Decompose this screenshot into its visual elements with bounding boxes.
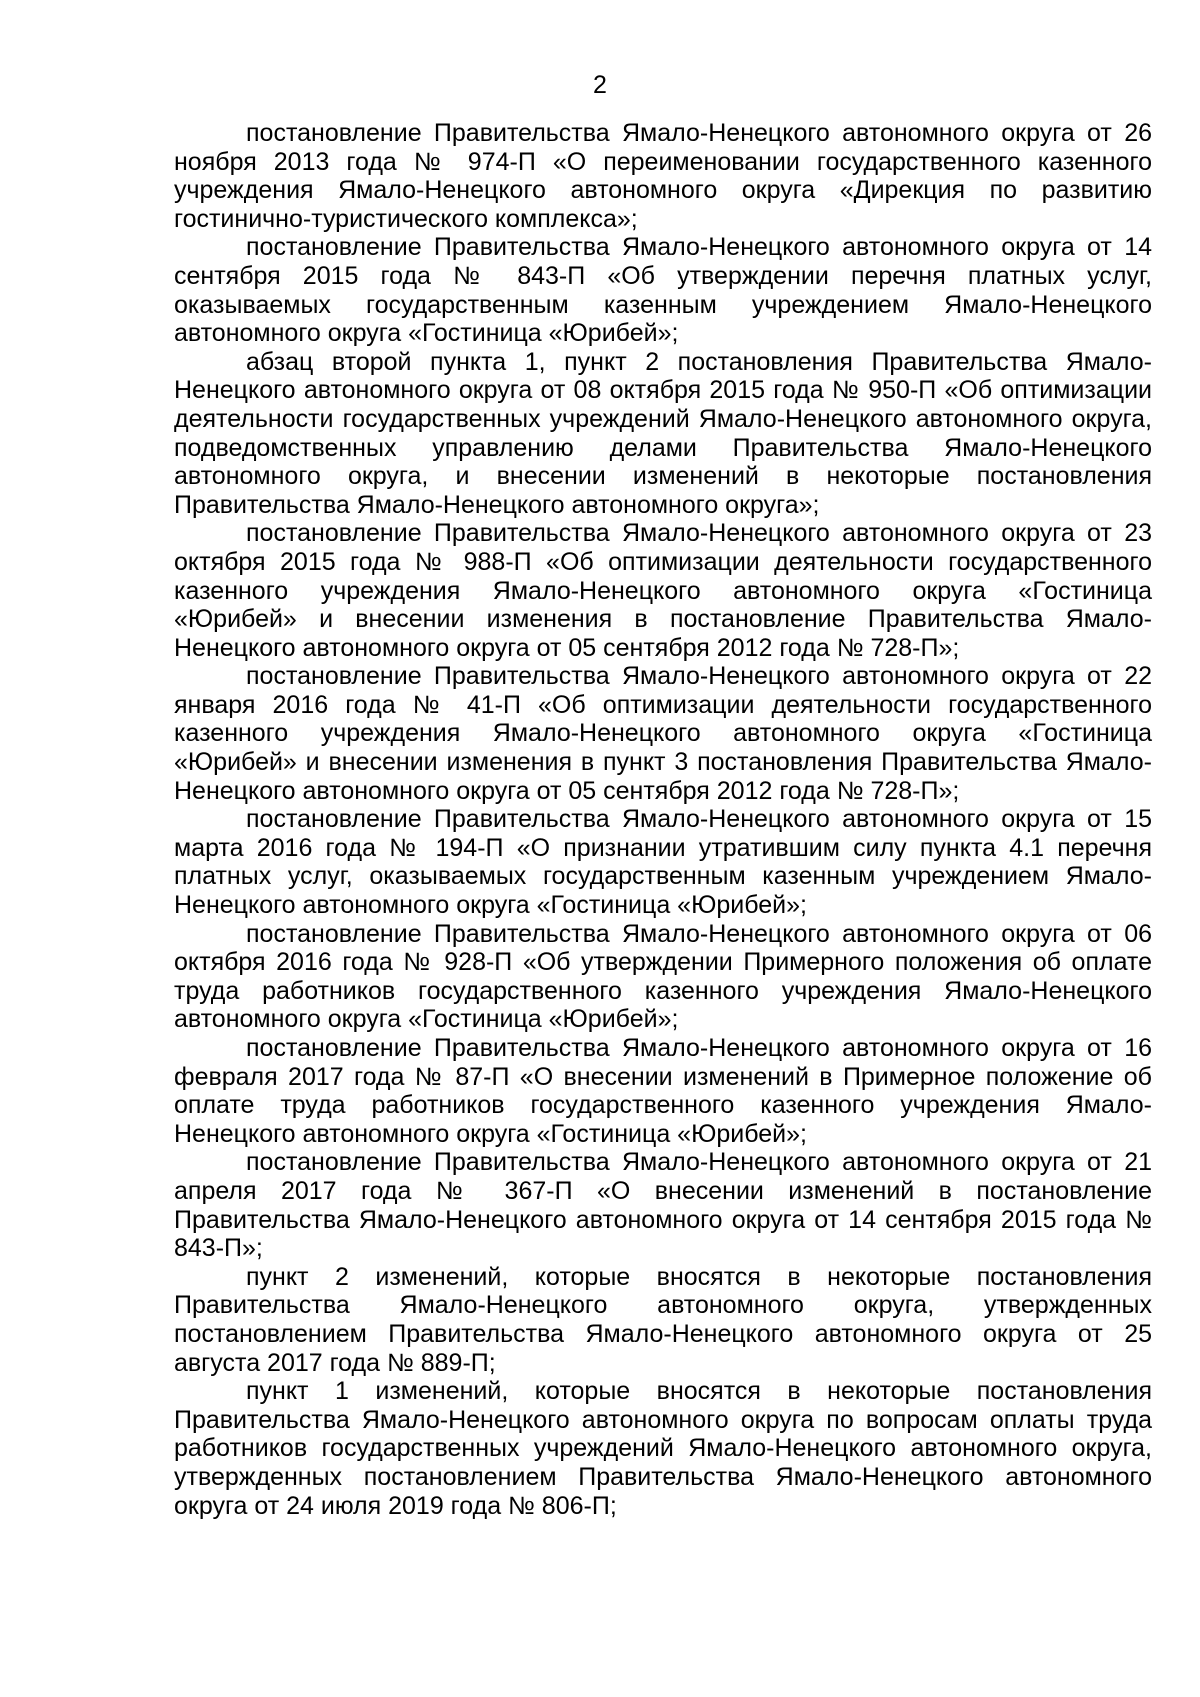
paragraph-7: постановление Правительства Ямало-Ненецкого автономного округа от 06 октября 2016 года № 928-П «Об утверждении Примерного положения об оплате труда работников государственного казенного учреждения Ямало-Ненецкого автономного округа «Гостиница «Юрибей»; <box>174 919 1152 1034</box>
page-number: 2 <box>593 71 607 99</box>
paragraph-1: постановление Правительства Ямало-Ненецкого автономного округа от 26 ноября 2013 года № 974-П «О переименовании государственного казенного учреждения Ямало-Ненецкого автономного округа «Дирекция по развитию гостинично-туристического комплекса»; <box>174 119 1152 233</box>
paragraph-11: пункт 1 изменений, которые вносятся в некоторые постановления Правительства Ямало-Ненецкого автономного округа по вопросам оплаты труда работников государственных учреждений Ямало-Ненецкого автономного округа, утвержденных постановлением Правительства Ямало-Ненецкого автономного округа от 24 июля 2019 года № 806-П; <box>174 1377 1152 1520</box>
paragraph-9: постановление Правительства Ямало-Ненецкого автономного округа от 21 апреля 2017 года № 367-П «О внесении изменений в постановление Правительства Ямало-Ненецкого автономного округа от 14 сентября 2015 года № 843-П»; <box>174 1148 1152 1263</box>
paragraph-3: абзац второй пункта 1, пункт 2 постановления Правительства Ямало-Ненецкого автономного округа от 08 октября 2015 года № 950-П «Об оптимизации деятельности государственных учреждений Ямало-Ненецкого автономного округа, подведомственных управлению делами Правительства Ямало-Ненецкого автономного округа, и внесении изменений в некоторые постановления Правительства Ямало-Ненецкого автономного округа»; <box>174 347 1152 519</box>
paragraph-2: постановление Правительства Ямало-Ненецкого автономного округа от 14 сентября 2015 года № 843-П «Об утверждении перечня платных услуг, оказываемых государственным казенным учреждением Ямало-Ненецкого автономного округа «Гостиница «Юрибей»; <box>174 233 1152 348</box>
paragraph-6: постановление Правительства Ямало-Ненецкого автономного округа от 15 марта 2016 года № 194-П «О признании утратившим силу пункта 4.1 перечня платных услуг, оказываемых государственным казенным учреждением Ямало-Ненецкого автономного округа «Гостиница «Юрибей»; <box>174 805 1152 920</box>
paragraph-4: постановление Правительства Ямало-Ненецкого автономного округа от 23 октября 2015 года № 988-П «Об оптимизации деятельности государственного казенного учреждения Ямало-Ненецкого автономного округа «Гостиница «Юрибей» и внесении изменения в постановление Правительства Ямало-Ненецкого автономного округа от 05 сентября 2012 года № 728-П»; <box>174 519 1152 662</box>
paragraph-5: постановление Правительства Ямало-Ненецкого автономного округа от 22 января 2016 года № 41-П «Об оптимизации деятельности государственного казенного учреждения Ямало-Ненецкого автономного округа «Гостиница «Юрибей» и внесении изменения в пункт 3 постановления Правительства Ямало-Ненецкого автономного округа от 05 сентября 2012 года № 728-П»; <box>174 662 1152 805</box>
paragraph-10: пункт 2 изменений, которые вносятся в некоторые постановления Правительства Ямало-Ненецкого автономного округа, утвержденных постановлением Правительства Ямало-Ненецкого автономного округа от 25 августа 2017 года № 889-П; <box>174 1262 1152 1377</box>
paragraph-8: постановление Правительства Ямало-Ненецкого автономного округа от 16 февраля 2017 года № 87-П «О внесении изменений в Примерное положение об оплате труда работников государственного казенного учреждения Ямало-Ненецкого автономного округа «Гостиница «Юрибей»; <box>174 1034 1152 1148</box>
document-body <box>174 119 1152 1520</box>
